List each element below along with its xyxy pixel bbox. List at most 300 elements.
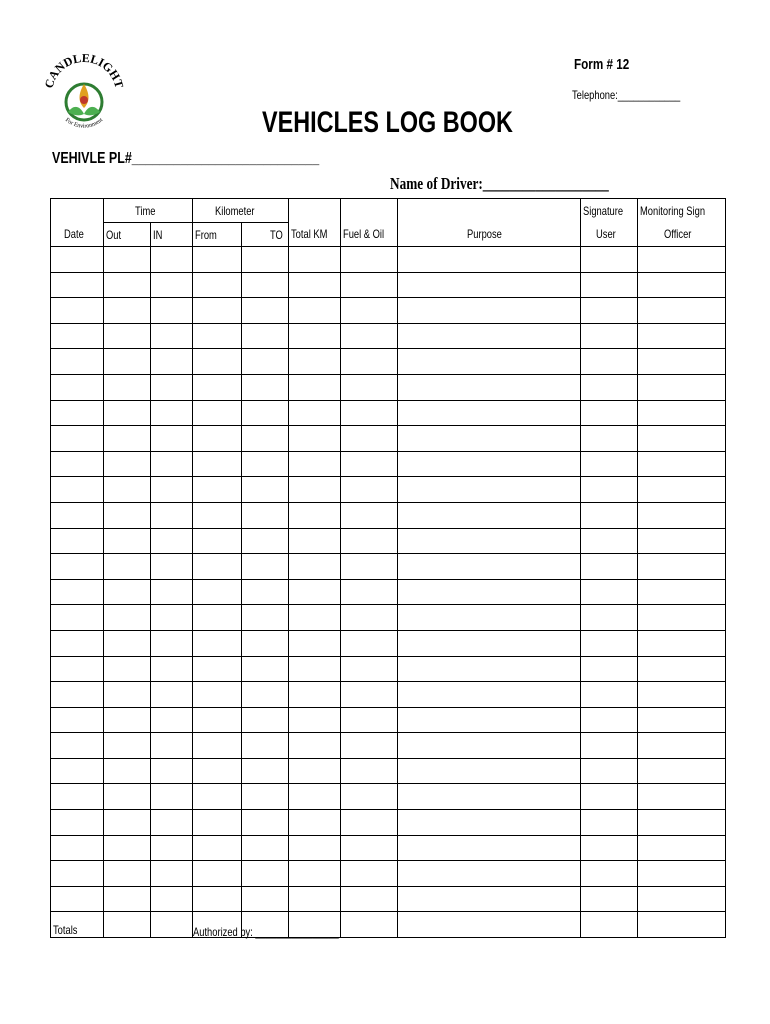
user-cell[interactable] (581, 630, 637, 656)
officer-cell[interactable] (637, 579, 725, 605)
in-cell[interactable] (151, 477, 193, 503)
total-km-cell[interactable] (289, 426, 341, 452)
out-cell[interactable] (104, 605, 151, 631)
from-cell[interactable] (193, 477, 242, 503)
user-cell[interactable] (581, 502, 637, 528)
fuel-oil-cell[interactable] (340, 579, 398, 605)
out-cell[interactable] (104, 477, 151, 503)
from-cell[interactable] (193, 810, 242, 836)
purpose-cell[interactable] (398, 758, 581, 784)
date-cell[interactable] (51, 835, 104, 861)
date-cell[interactable] (51, 477, 104, 503)
total-km-cell[interactable] (289, 477, 341, 503)
form-number: Form # 12 (574, 56, 630, 73)
fuel-oil-cell[interactable] (340, 400, 398, 426)
user-cell[interactable] (581, 656, 637, 682)
fuel-oil-cell[interactable] (340, 298, 398, 324)
purpose-cell[interactable] (398, 784, 581, 810)
to-cell[interactable] (242, 323, 289, 349)
officer-cell[interactable] (637, 784, 725, 810)
date-cell[interactable] (51, 298, 104, 324)
fuel-oil-cell[interactable] (340, 528, 398, 554)
date-cell[interactable] (51, 784, 104, 810)
user-cell[interactable] (581, 426, 637, 452)
user-cell[interactable] (581, 477, 637, 503)
user-cell[interactable] (581, 247, 637, 273)
user-total-cell[interactable] (581, 912, 637, 938)
fuel-oil-cell[interactable] (340, 758, 398, 784)
user-cell[interactable] (581, 784, 637, 810)
user-column-header: User (581, 223, 637, 247)
date-cell[interactable] (51, 733, 104, 759)
in-cell[interactable] (151, 374, 193, 400)
to-cell[interactable] (242, 810, 289, 836)
in-cell[interactable] (151, 528, 193, 554)
date-cell[interactable] (51, 579, 104, 605)
from-cell[interactable] (193, 554, 242, 580)
from-cell[interactable] (193, 298, 242, 324)
in-cell[interactable] (151, 630, 193, 656)
to-column-header: TO (242, 223, 289, 247)
user-cell[interactable] (581, 528, 637, 554)
officer-cell[interactable] (637, 886, 725, 912)
to-cell[interactable] (242, 758, 289, 784)
total-km-cell[interactable] (289, 451, 341, 477)
purpose-cell[interactable] (398, 579, 581, 605)
fuel-oil-cell[interactable] (340, 323, 398, 349)
officer-cell[interactable] (637, 298, 725, 324)
officer-cell[interactable] (637, 528, 725, 554)
total-km-cell[interactable] (289, 323, 341, 349)
out-cell[interactable] (104, 247, 151, 273)
purpose-cell[interactable] (398, 349, 581, 375)
fuel-oil-cell[interactable] (340, 656, 398, 682)
user-cell[interactable] (581, 835, 637, 861)
user-cell[interactable] (581, 272, 637, 298)
in-cell[interactable] (151, 554, 193, 580)
to-cell[interactable] (242, 682, 289, 708)
out-cell[interactable] (104, 810, 151, 836)
fuel-oil-cell[interactable] (340, 272, 398, 298)
total-km-cell[interactable] (289, 374, 341, 400)
purpose-cell[interactable] (398, 656, 581, 682)
date-cell[interactable] (51, 528, 104, 554)
user-cell[interactable] (581, 451, 637, 477)
officer-cell[interactable] (637, 349, 725, 375)
date-cell[interactable] (51, 374, 104, 400)
candlelight-logo (44, 50, 124, 140)
fuel-oil-cell[interactable] (340, 426, 398, 452)
out-cell[interactable] (104, 630, 151, 656)
officer-cell[interactable] (637, 477, 725, 503)
fuel-oil-column-header: Fuel & Oil (340, 223, 398, 247)
in-cell[interactable] (151, 810, 193, 836)
from-cell[interactable] (193, 784, 242, 810)
to-cell[interactable] (242, 707, 289, 733)
to-cell[interactable] (242, 656, 289, 682)
from-cell[interactable] (193, 502, 242, 528)
in-cell[interactable] (151, 349, 193, 375)
out-cell[interactable] (104, 349, 151, 375)
officer-cell[interactable] (637, 656, 725, 682)
table-row (51, 605, 726, 631)
to-cell[interactable] (242, 298, 289, 324)
total-km-cell[interactable] (289, 810, 341, 836)
to-cell[interactable] (242, 861, 289, 887)
user-cell[interactable] (581, 374, 637, 400)
in-cell[interactable] (151, 861, 193, 887)
from-cell[interactable] (193, 579, 242, 605)
totals-label: Totals (51, 912, 104, 938)
out-cell[interactable] (104, 835, 151, 861)
officer-cell[interactable] (637, 682, 725, 708)
from-cell[interactable] (193, 630, 242, 656)
out-cell[interactable] (104, 733, 151, 759)
officer-cell[interactable] (637, 374, 725, 400)
user-cell[interactable] (581, 810, 637, 836)
from-cell[interactable] (193, 758, 242, 784)
in-cell[interactable] (151, 784, 193, 810)
date-cell[interactable] (51, 247, 104, 273)
table-row (51, 451, 726, 477)
out-cell[interactable] (104, 298, 151, 324)
to-cell[interactable] (242, 579, 289, 605)
to-cell[interactable] (242, 886, 289, 912)
out-cell[interactable] (104, 784, 151, 810)
authorized-by-field: Authorized by: ________________ (193, 925, 339, 939)
user-cell[interactable] (581, 682, 637, 708)
in-cell[interactable] (151, 579, 193, 605)
officer-cell[interactable] (637, 451, 725, 477)
in-cell[interactable] (151, 426, 193, 452)
total-km-cell[interactable] (289, 528, 341, 554)
from-cell[interactable] (193, 426, 242, 452)
in-cell[interactable] (151, 272, 193, 298)
to-cell[interactable] (242, 451, 289, 477)
total-km-cell[interactable] (289, 247, 341, 273)
table-row (51, 861, 726, 887)
from-cell[interactable] (193, 835, 242, 861)
out-cell[interactable] (104, 656, 151, 682)
fuel-oil-cell[interactable] (340, 861, 398, 887)
officer-cell[interactable] (637, 707, 725, 733)
officer-total-cell[interactable] (637, 912, 725, 938)
total-km-cell[interactable] (289, 784, 341, 810)
column-header-row (51, 223, 726, 247)
table-row (51, 810, 726, 836)
date-cell[interactable] (51, 323, 104, 349)
out-cell[interactable] (104, 886, 151, 912)
officer-cell[interactable] (637, 554, 725, 580)
fuel-oil-cell[interactable] (340, 784, 398, 810)
user-cell[interactable] (581, 400, 637, 426)
total-km-cell[interactable] (289, 682, 341, 708)
user-cell[interactable] (581, 349, 637, 375)
officer-cell[interactable] (637, 733, 725, 759)
fuel-oil-cell[interactable] (340, 349, 398, 375)
page-title: VEHICLES LOG BOOK (262, 106, 513, 139)
purpose-cell[interactable] (398, 426, 581, 452)
from-cell[interactable] (193, 374, 242, 400)
to-cell[interactable] (242, 784, 289, 810)
table-row (51, 349, 726, 375)
out-cell[interactable] (104, 707, 151, 733)
in-total-cell[interactable] (151, 912, 193, 938)
table-row (51, 784, 726, 810)
total-km-cell[interactable] (289, 707, 341, 733)
date-cell[interactable] (51, 758, 104, 784)
out-cell[interactable] (104, 758, 151, 784)
out-cell[interactable] (104, 502, 151, 528)
purpose-cell[interactable] (398, 374, 581, 400)
to-cell[interactable] (242, 554, 289, 580)
purpose-cell[interactable] (398, 682, 581, 708)
to-cell[interactable] (242, 733, 289, 759)
officer-column-header: Officer (637, 223, 725, 247)
officer-cell[interactable] (637, 810, 725, 836)
fuel-oil-cell[interactable] (340, 554, 398, 580)
purpose-cell[interactable] (398, 630, 581, 656)
out-column-header: Out (104, 223, 151, 247)
from-cell[interactable] (193, 733, 242, 759)
out-cell[interactable] (104, 554, 151, 580)
in-cell[interactable] (151, 298, 193, 324)
total-km-cell[interactable] (289, 349, 341, 375)
user-cell[interactable] (581, 886, 637, 912)
fuel-oil-cell[interactable] (340, 247, 398, 273)
total-km-cell[interactable] (289, 579, 341, 605)
user-cell[interactable] (581, 298, 637, 324)
fuel-oil-cell[interactable] (340, 605, 398, 631)
to-cell[interactable] (242, 400, 289, 426)
purpose-cell[interactable] (398, 272, 581, 298)
date-cell[interactable] (51, 400, 104, 426)
purpose-cell[interactable] (398, 502, 581, 528)
to-cell[interactable] (242, 349, 289, 375)
purpose-cell[interactable] (398, 605, 581, 631)
from-column-header: From (193, 223, 242, 247)
user-cell[interactable] (581, 323, 637, 349)
fuel-oil-cell[interactable] (340, 682, 398, 708)
purpose-cell[interactable] (398, 835, 581, 861)
kilometer-group-header: Kilometer (193, 199, 289, 223)
table-row (51, 554, 726, 580)
officer-cell[interactable] (637, 605, 725, 631)
date-cell[interactable] (51, 656, 104, 682)
to-cell[interactable] (242, 630, 289, 656)
out-cell[interactable] (104, 426, 151, 452)
date-cell[interactable] (51, 502, 104, 528)
user-cell[interactable] (581, 861, 637, 887)
fuel-oil-cell[interactable] (340, 502, 398, 528)
user-cell[interactable] (581, 758, 637, 784)
purpose-cell[interactable] (398, 451, 581, 477)
out-cell[interactable] (104, 272, 151, 298)
user-cell[interactable] (581, 579, 637, 605)
svg-text:CANDLELIGHT: ANDLELIGH (45, 50, 123, 83)
in-cell[interactable] (151, 707, 193, 733)
in-cell[interactable] (151, 835, 193, 861)
total-km-cell[interactable] (289, 630, 341, 656)
purpose-cell[interactable] (398, 886, 581, 912)
date-cell[interactable] (51, 810, 104, 836)
table-row (51, 707, 726, 733)
from-cell[interactable] (193, 272, 242, 298)
in-cell[interactable] (151, 323, 193, 349)
from-cell[interactable] (193, 451, 242, 477)
date-cell[interactable] (51, 272, 104, 298)
officer-cell[interactable] (637, 272, 725, 298)
date-cell[interactable] (51, 861, 104, 887)
date-cell[interactable] (51, 554, 104, 580)
from-cell[interactable] (193, 400, 242, 426)
purpose-cell[interactable] (398, 528, 581, 554)
purpose-total-cell[interactable] (398, 912, 581, 938)
table-row (51, 298, 726, 324)
table-row (51, 374, 726, 400)
fuel-oil-cell[interactable] (340, 707, 398, 733)
in-cell[interactable] (151, 656, 193, 682)
out-cell[interactable] (104, 682, 151, 708)
to-cell[interactable] (242, 477, 289, 503)
from-cell[interactable] (193, 656, 242, 682)
fuel-oil-cell[interactable] (340, 374, 398, 400)
total-km-cell[interactable] (289, 886, 341, 912)
total-km-cell[interactable] (289, 502, 341, 528)
date-cell[interactable] (51, 349, 104, 375)
out-cell[interactable] (104, 579, 151, 605)
total-km-cell[interactable] (289, 835, 341, 861)
from-cell[interactable] (193, 323, 242, 349)
date-cell[interactable] (51, 707, 104, 733)
in-cell[interactable] (151, 758, 193, 784)
date-cell[interactable] (51, 451, 104, 477)
purpose-cell[interactable] (398, 298, 581, 324)
total-km-cell[interactable] (289, 605, 341, 631)
from-cell[interactable] (193, 682, 242, 708)
from-cell[interactable] (193, 861, 242, 887)
from-cell[interactable] (193, 247, 242, 273)
total-km-cell[interactable] (289, 298, 341, 324)
table-row (51, 656, 726, 682)
out-cell[interactable] (104, 528, 151, 554)
total-km-cell[interactable] (289, 733, 341, 759)
to-cell[interactable] (242, 374, 289, 400)
vehicle-log-table (50, 198, 726, 938)
purpose-cell[interactable] (398, 247, 581, 273)
purpose-cell[interactable] (398, 810, 581, 836)
purpose-cell[interactable] (398, 733, 581, 759)
out-cell[interactable] (104, 400, 151, 426)
fuel-oil-cell[interactable] (340, 886, 398, 912)
date-cell[interactable] (51, 605, 104, 631)
table-row (51, 528, 726, 554)
purpose-cell[interactable] (398, 861, 581, 887)
out-cell[interactable] (104, 374, 151, 400)
telephone-field: Telephone:____________ (572, 88, 681, 102)
to-cell[interactable] (242, 528, 289, 554)
out-total-cell[interactable] (104, 912, 151, 938)
from-cell[interactable] (193, 707, 242, 733)
user-cell[interactable] (581, 733, 637, 759)
fuel-oil-cell[interactable] (340, 835, 398, 861)
in-cell[interactable] (151, 682, 193, 708)
officer-cell[interactable] (637, 758, 725, 784)
date-cell[interactable] (51, 630, 104, 656)
total-km-cell[interactable] (289, 554, 341, 580)
user-cell[interactable] (581, 605, 637, 631)
officer-cell[interactable] (637, 630, 725, 656)
total-km-cell[interactable] (289, 758, 341, 784)
total-km-cell[interactable] (289, 400, 341, 426)
in-cell[interactable] (151, 733, 193, 759)
date-cell[interactable] (51, 682, 104, 708)
in-cell[interactable] (151, 502, 193, 528)
in-cell[interactable] (151, 451, 193, 477)
fuel-oil-cell[interactable] (340, 630, 398, 656)
date-cell[interactable] (51, 426, 104, 452)
table-row (51, 835, 726, 861)
out-cell[interactable] (104, 323, 151, 349)
purpose-cell[interactable] (398, 400, 581, 426)
date-cell[interactable] (51, 886, 104, 912)
in-cell[interactable] (151, 400, 193, 426)
purpose-cell[interactable] (398, 554, 581, 580)
table-row (51, 682, 726, 708)
purpose-column-header: Purpose (398, 223, 581, 247)
officer-cell[interactable] (637, 861, 725, 887)
out-cell[interactable] (104, 451, 151, 477)
to-cell[interactable] (242, 605, 289, 631)
user-cell[interactable] (581, 707, 637, 733)
fuel-oil-cell[interactable] (340, 733, 398, 759)
total-km-cell[interactable] (289, 861, 341, 887)
purpose-cell[interactable] (398, 323, 581, 349)
to-cell[interactable] (242, 835, 289, 861)
officer-cell[interactable] (637, 247, 725, 273)
from-cell[interactable] (193, 886, 242, 912)
out-cell[interactable] (104, 861, 151, 887)
officer-cell[interactable] (637, 835, 725, 861)
svg-text:For Environment: For Environment (63, 117, 105, 130)
to-cell[interactable] (242, 272, 289, 298)
from-cell[interactable] (193, 528, 242, 554)
total-km-cell[interactable] (289, 656, 341, 682)
total-km-column-header: Total KM (289, 223, 341, 247)
in-cell[interactable] (151, 886, 193, 912)
officer-cell[interactable] (637, 426, 725, 452)
to-cell[interactable] (242, 426, 289, 452)
table-row (51, 247, 726, 273)
officer-cell[interactable] (637, 502, 725, 528)
to-cell[interactable] (242, 247, 289, 273)
table-row (51, 733, 726, 759)
purpose-cell[interactable] (398, 707, 581, 733)
officer-cell[interactable] (637, 323, 725, 349)
total-km-cell[interactable] (289, 272, 341, 298)
to-cell[interactable] (242, 502, 289, 528)
from-cell[interactable] (193, 605, 242, 631)
officer-cell[interactable] (637, 400, 725, 426)
fuel-oil-cell[interactable] (340, 477, 398, 503)
fuel-oil-cell[interactable] (340, 810, 398, 836)
purpose-cell[interactable] (398, 477, 581, 503)
in-cell[interactable] (151, 605, 193, 631)
fuel-oil-cell[interactable] (340, 451, 398, 477)
user-cell[interactable] (581, 554, 637, 580)
in-cell[interactable] (151, 247, 193, 273)
from-cell[interactable] (193, 349, 242, 375)
